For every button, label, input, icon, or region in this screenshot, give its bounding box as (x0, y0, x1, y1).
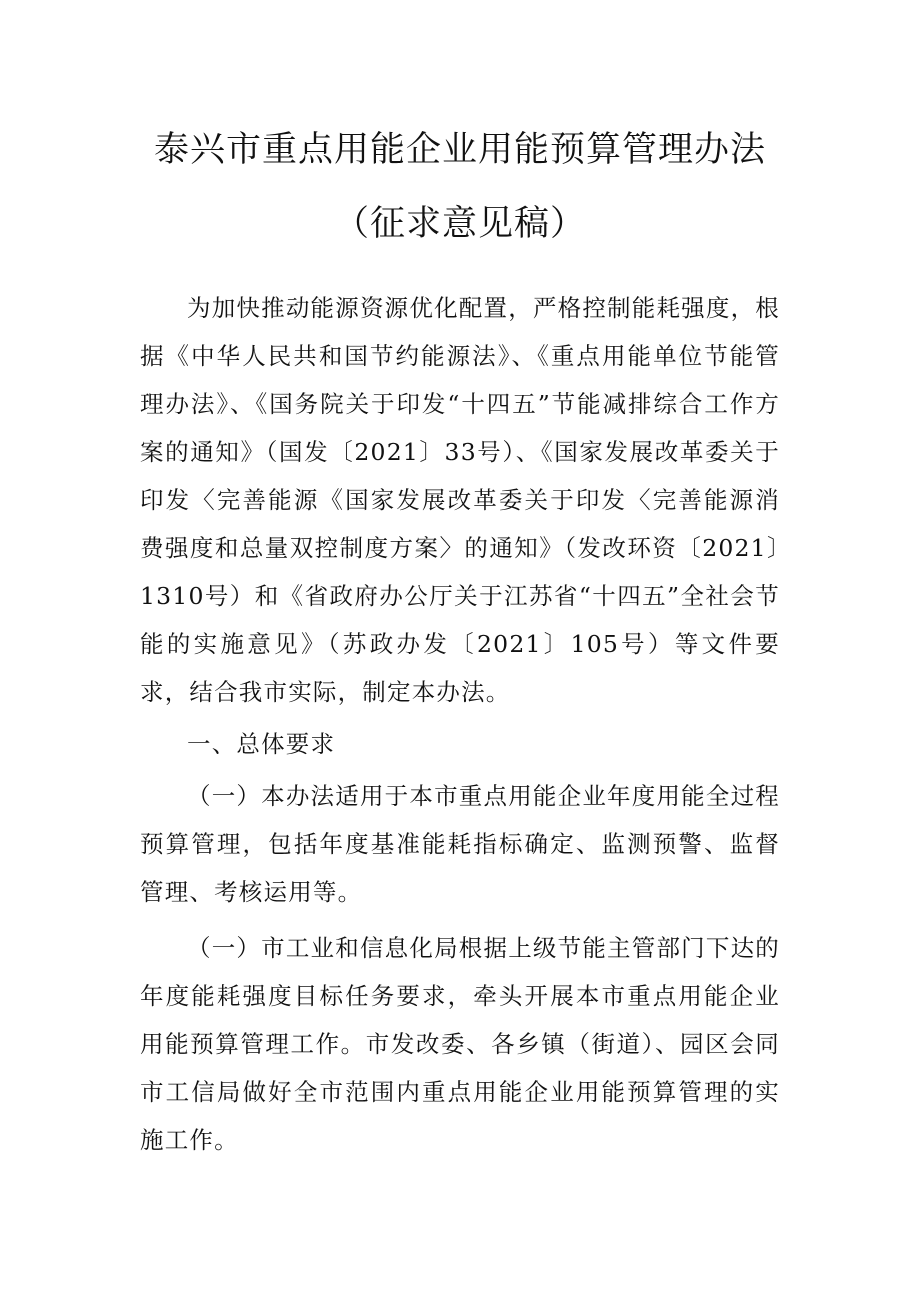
document-subtitle: （征求意见稿） (333, 204, 586, 244)
paragraph-preamble: 为加快推动能源资源优化配置，严格控制能耗强度，根据《中华人民共和国节约能源法》、《重点用能单位节能管理办法》、《国务院关于印发“十四五”节能减排综合工作方案的通知》（国发〔2021〕33号）、《国家发展改革委关于印发〈完善能源《国家发展改革委关于印发〈完善能源消费强度和总量双控制度方案〉的通知》（发改环资〔2021〕1310号）和《省政府办公厅关于江苏省“十四五”全社会节能的实施意见》（苏政办发〔2021〕105号）等文件要求，结合我市实际，制定本办法。 (140, 294, 780, 706)
paragraph-scope: （一）本办法适用于本市重点用能企业年度用能全过程预算管理，包括年度基准能耗指标确定、监测预警、监督管理、考核运用等。 (140, 782, 780, 906)
document-body (140, 284, 780, 1164)
paragraph-responsibility: （一）市工业和信息化局根据上级节能主管部门下达的年度能耗强度目标任务要求，牵头开展本市重点用能企业用能预算管理工作。市发改委、各乡镇（街道）、园区会同市工信局做好全市范围内重点用能企业用能预算管理的实施工作。 (140, 934, 780, 1154)
document-title: 泰兴市重点用能企业用能预算管理办法 (153, 130, 766, 170)
section-heading-general-requirements: 一、总体要求 (187, 730, 336, 758)
